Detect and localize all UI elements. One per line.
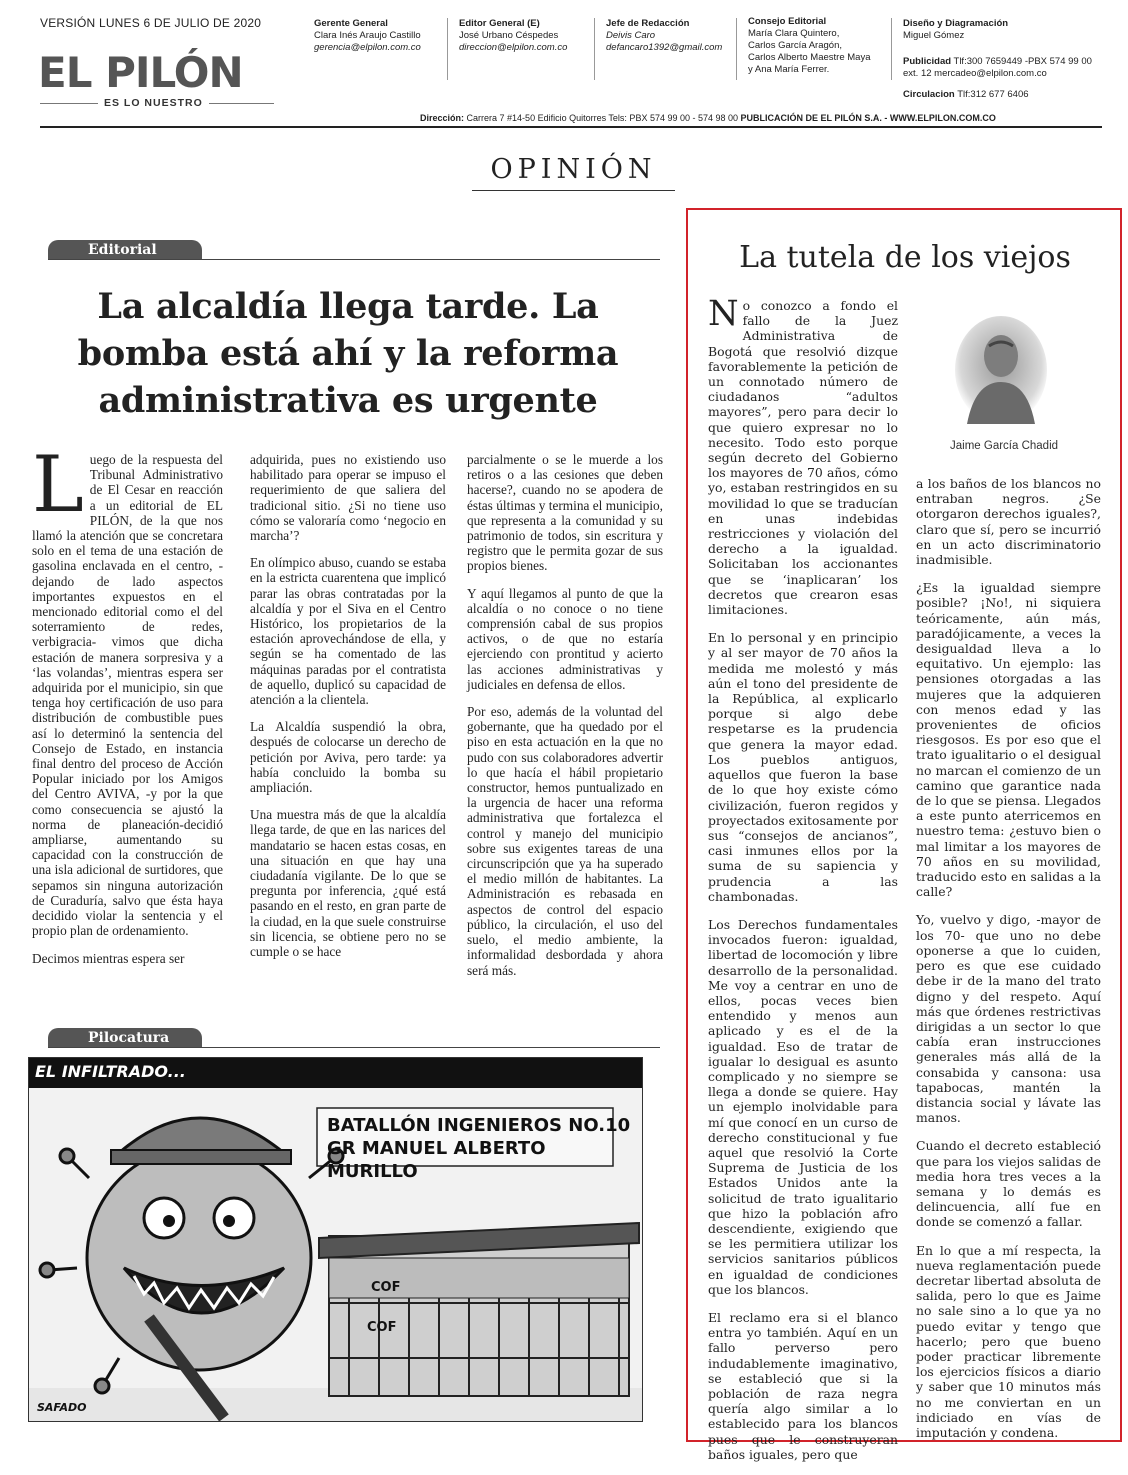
circulacion-value: Tlf:312 677 6406 bbox=[957, 89, 1029, 100]
editorial-column-1 bbox=[32, 440, 223, 978]
staff-line: Deivis Caro bbox=[606, 30, 656, 41]
author-name: Jaime García Chadid bbox=[950, 440, 1059, 452]
editorial-column-3 bbox=[467, 452, 663, 990]
newspaper-logo[interactable]: EL PILÓN bbox=[38, 48, 243, 97]
cartoon-illustration bbox=[28, 1057, 643, 1422]
staff-email[interactable]: defancaro1392@gmail.com bbox=[606, 42, 723, 53]
staff-email[interactable]: direccion@elpilon.com.co bbox=[459, 42, 568, 53]
section-title: OPINIÓN bbox=[472, 148, 675, 191]
staff-line: y Ana María Ferrer. bbox=[748, 64, 830, 75]
banner-line-2: GR MANUEL ALBERTO MURILLO bbox=[327, 1138, 546, 1182]
edition-date: VERSIÓN LUNES 6 DE JULIO DE 2020 bbox=[40, 16, 262, 30]
staff-title: Consejo Editorial bbox=[748, 16, 827, 27]
editorial-headline: La alcaldía llega tarde. La bomba está ahí y la reforma administrativa es urgente bbox=[77, 286, 619, 421]
staff-divider bbox=[594, 18, 595, 80]
staff-line: Carlos Alberto Maestre Maya bbox=[748, 52, 871, 63]
editorial-tag: Editorial bbox=[48, 240, 202, 260]
staff-line: José Urbano Céspedes bbox=[459, 30, 559, 41]
editorial-rule bbox=[48, 259, 660, 260]
publicidad-value: Tlf:300 7659449 -PBX 574 99 00 bbox=[953, 56, 1092, 67]
staff-line: María Clara Quintero, bbox=[748, 28, 840, 39]
editorial-dropcap: L bbox=[32, 440, 84, 530]
banner-line-1: BATALLÓN INGENIEROS NO.10 bbox=[327, 1115, 631, 1136]
opinion-headline: La tutela de los viejos bbox=[739, 240, 1071, 275]
masthead-rule bbox=[40, 126, 1102, 128]
paragraph: Y aquí llegamos al punto de que la alcaldía o no conoce o no tiene comprensión cabal de sus propios activos, o de que no estaría ejerciendo con prontitud y acierto las acciones administrativas y judiciales en defensa de ellos. bbox=[467, 585, 663, 692]
paragraph: El reclamo era si el blanco entra yo también. Aquí en un fallo perverso pero indudablemente imaginativo, se estableció que si la población de raza negra quería algo similar a lo establecido para los blancos pues que le construyeran baños iguales, pero que bbox=[708, 1310, 898, 1462]
staff-divider bbox=[447, 18, 448, 80]
paragraph: En lo personal y en principio y al ser mayor de 70 años la medida me molestó y más aún el tono del presidente de la República, al explicarlo porque si algo debe respetarse es la prudencia que genera la mayor edad. Los pueblos antiguos, aquellos que fueron la base de lo que hoy existe cómo civilización, fueron regidos y proyectados exitosamente por sus “consejos de ancianos”, casi inmunes ellos por la suma de su sapiencia y prudencia a las chambonadas. bbox=[708, 630, 898, 904]
opinion-column-2 bbox=[916, 476, 1101, 1453]
staff-gerente bbox=[314, 18, 421, 54]
opinion-dropcap: N bbox=[708, 294, 739, 334]
opinion-column-1 bbox=[708, 294, 898, 1475]
paragraph: Yo, vuelvo y digo, -mayor de los 70- que uno no debe oponerse a que lo cuiden, pero es que ese cuidado debe ir de la mano del trato digno y del respeto. Aquí más que órdenes restrictivas dirigidas a un sector lo que cabía eran instrucciones generales más allá de la consabida y cansona: usa tapabocas, mantén la distancia social y lávate las manos. bbox=[916, 912, 1101, 1126]
paragraph: uego de la respuesta del Tribunal Administrativo de El Cesar en reacción a un editorial de EL PILÓN, de la que nos llamó la atención que se concretara solo en el tema de una estación de gasolina enclavada en el centro, -dejando de lado aspectos importantes expuestos en el mencionado editorial como el del soterramiento de redes, verbigracia- vimos que dicha estación de manera sorpresiva y a ‘las volandas’, mientras espera ser adquirida por el municipio, sin que tenga hoy certificación de uso para distribución de combustible pues así lo determinó la sentencia del Consejo de Estado, en instancia final dentro del proceso de Acción Popular iniciado por los Amigos del Centro AVIVA, -y por la que como consecuencia se ajustó la norma de planeación-decidió ampliarse, aumentando su capacidad con la construcción de una isla adicional de surtidores, que sepamos sin ninguna autorización de Curaduría, salvo que ésta haya decidido violar la sentencia y el propio plan de ordenamiento. bbox=[32, 452, 223, 939]
paragraph: En olímpico abuso, cuando se estaba en la estricta cuarentena que implicó parar las obras contratadas por la alcaldía y por el Siva en el Centro Histórico, los propietarios de la estación aprovechándose de ella, y según se ha comentado de las máquinas paradas por el contratista de aquello, duplicó su capacidad de atención a la clientela. bbox=[250, 555, 446, 708]
publicidad-label: Publicidad bbox=[903, 56, 952, 67]
cartoon-label: EL INFILTRADO... bbox=[35, 1062, 186, 1081]
cartoon-sign: COF bbox=[371, 1280, 401, 1295]
cartoon-sign: COF bbox=[367, 1320, 397, 1335]
staff-line: Clara Inés Araujo Castillo bbox=[314, 30, 421, 41]
paragraph: adquirida, pues no existiendo uso habilitado para operar se impuso el requerimiento de que saliera del tradicional sitio. ¿Si no tiene uso cómo se valoraría como ‘negocio en marcha’? bbox=[250, 452, 446, 544]
paragraph: Decimos mientras espera ser bbox=[32, 950, 185, 966]
staff-title: Editor General (E) bbox=[459, 18, 540, 29]
cartoonist-signature: SAFADO bbox=[37, 1401, 87, 1414]
paragraph: En lo que a mí respecta, la nueva reglamentación puede decretar libertad absoluta de salida, pero lo que es Jaime no sale sino a lo que ya no puedo evitar y tengo que hacerlo; pero que bueno poder practicar libremente los ejercicios físicos a diario y saber que 10 minutos más no me conviertan en un indiciado en vías de imputación y condena. bbox=[916, 1242, 1101, 1440]
paragraph: parcialmente o se le muerde a los retiros o a las cesiones que deben hacerse?, cuando no se apodera de éstas últimas y termina el municipio, que representa a la comunidad y su patrimonio de todos, sin escritura y registro que le permita gozar de sus propios bienes. bbox=[467, 452, 663, 574]
address-line bbox=[420, 113, 996, 123]
paragraph: o conozco a fondo el fallo de la Juez Administrativa de Bogotá que resolvió dizque favorablemente la petición de un connotado número de ciudadanos “adultos mayores”, pero para decir lo que quiero expresar no lo necesito. Todo esto porque según decreto del Gobierno los mayores de 70 años, cómo yo, estaban restringidos en su movilidad lo que se traducían en unas indebidas restricciones y violación del derecho a la igualdad. Solicitaban los accionantes que se ‘inaplicaran’ los decretos que crearon esas limitaciones. bbox=[708, 298, 898, 618]
paragraph: a los baños de los blancos no entraban negros. ¿Se otorgaron derechos iguales?, claro que sí, pero se incurrió en un acto discriminatorio inadmisible. bbox=[916, 476, 1101, 568]
publication-info[interactable]: PUBLICACIÓN DE EL PILÓN S.A. - WWW.ELPILON.COM.CO bbox=[740, 113, 996, 123]
address-label: Dirección: bbox=[420, 113, 465, 123]
address-value: Carrera 7 #14-50 Edificio Quitorres Tels: PBX 574 99 00 - 574 98 00 bbox=[466, 113, 739, 123]
virus-soldier-drawing bbox=[29, 1058, 642, 1421]
staff-divider bbox=[736, 18, 737, 80]
pilocatura-rule bbox=[48, 1047, 660, 1048]
cartoon-banner bbox=[327, 1114, 642, 1183]
staff-divider bbox=[891, 18, 892, 80]
staff-email[interactable]: gerencia@elpilon.com.co bbox=[314, 42, 421, 53]
staff-title: Jefe de Redacción bbox=[606, 18, 690, 29]
paragraph: Por eso, además de la voluntad del gobernante, que ha quedado por el piso en esta actuación en la que no pudo con sus colaboradores advertir lo que hacía el hábil propietario constructor, hemos puntualizado en la urgencia de hacer una reforma administrativa que fortalezca el control y manejo del municipio sobre sus exigentes tareas de una circunscripción que ya ha superado el medio millón de habitantes. La Administración es rebasada en aspectos de control del espacio público, la circulación, el uso del suelo, el medio ambiente, la informalidad desbordada y ahora será más. bbox=[467, 704, 663, 978]
publicidad-ext: ext. 12 mercadeo@elpilon.com.co bbox=[903, 68, 1047, 79]
staff-jefe bbox=[606, 18, 722, 54]
paragraph: Los Derechos fundamentales invocados fueron: igualdad, libertad de locomoción y libre desarrollo de la personalidad. Me voy a centrar en uno de ellos, pocas veces bien entendido y menos aun aplicado y es el de la igualdad. Eso de tratar de igualar lo desigual es asunto complicado y no siempre se llega a donde se quiere. Hay un ejemplo inolvidable para mí que conocí en un curso de derecho constitucional y fue aquel que resolvió la Corte Suprema de Justicia de los Estados Unidos ante la solicitud de trato igualitario que hizo la población afro descendiente, exigiendo que se les permitiera utilizar los servicios sanitarios públicos en igualdad de condiciones que los blancos. bbox=[708, 916, 898, 1297]
staff-title: Diseño y Diagramación bbox=[903, 18, 1009, 29]
circulacion-label: Circulacion bbox=[903, 89, 955, 100]
staff-editor bbox=[459, 18, 567, 54]
staff-title: Gerente General bbox=[314, 18, 388, 29]
slogan: ES LO NUESTRO bbox=[98, 97, 209, 109]
publicidad-info bbox=[903, 56, 1092, 101]
staff-diseno bbox=[903, 18, 1008, 42]
staff-line: Carlos García Aragón, bbox=[748, 40, 842, 51]
author-photo bbox=[955, 316, 1047, 424]
staff-line: Miguel Gómez bbox=[903, 30, 965, 41]
pilocatura-tag: Pilocatura bbox=[48, 1028, 202, 1048]
editorial-column-2 bbox=[250, 452, 446, 971]
paragraph: ¿Es la igualdad siempre posible? ¡No!, ni siquiera teóricamente, aún más, paradójicamente, a veces la desigualdad lleva a lo equitativo. Un ejemplo: las pensiones otorgadas a las mujeres que la adquieren con menos edad y las provenientes de oficios riesgosos. Es por eso que el trato igualitario o el desigual no marcan el comienzo de un camino que garantice nada de lo que se piensa. Llegados a este punto aterricemos en nuestro tema: ¿estuvo bien o mal limitar a los mayores de 70 años en su movilidad, traducido esto en salidas a la calle? bbox=[916, 580, 1101, 900]
paragraph: Cuando el decreto estableció que para los viejos salidas de media hora tres veces a la semana y lo demás es delincuencia, allí fue en donde se comenzó a fallar. bbox=[916, 1138, 1101, 1230]
paragraph: La Alcaldía suspendió la obra, después de colocarse un derecho de petición por Aviva, pero tarde: ya había concluido la bomba su ampliación. bbox=[250, 719, 446, 796]
paragraph: Una muestra más de que la alcaldía llega tarde, de que en las narices del mandatario se hacen estas cosas, en una situación en que hay una ciudadanía vigilante. De lo que se pregunta por inferencia, ¿qué está pasando en el resto, en gran parte de la ciudad, en la que suele construirse sin licencia, se obtiene pero no se cumple o se hace bbox=[250, 807, 446, 960]
staff-consejo bbox=[748, 16, 871, 76]
